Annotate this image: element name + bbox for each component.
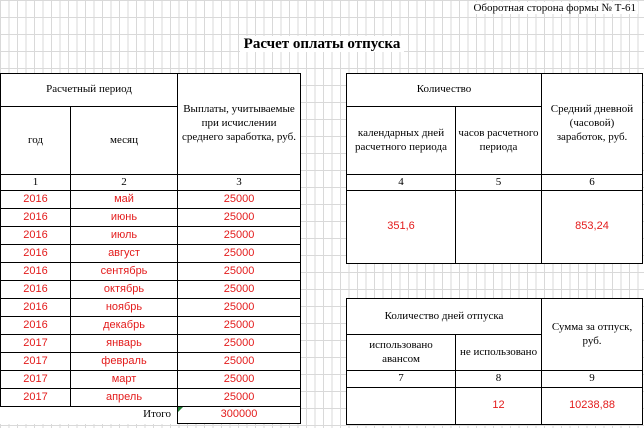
amount-cell: 25000: [178, 227, 301, 245]
month-cell: июнь: [71, 209, 178, 227]
month-cell: август: [71, 245, 178, 263]
col-number-5: 5: [456, 175, 542, 191]
hours-header: часов расчетного периода: [456, 107, 542, 175]
amount-cell: 25000: [178, 389, 301, 407]
used-advance-value: [347, 388, 456, 425]
hours-value: [456, 191, 542, 264]
used-advance-header: использовано авансом: [347, 335, 456, 371]
payments-header: Выплаты, учитываемые при исчислении среднего заработка, руб.: [178, 74, 301, 175]
month-cell: июль: [71, 227, 178, 245]
calendar-days-header: календарных дней расчетного периода: [347, 107, 456, 175]
vacation-sum-value: 10238,88: [542, 388, 643, 425]
not-used-value: 12: [456, 388, 542, 425]
table-row: [1, 317, 301, 335]
year-cell: 2016: [1, 281, 71, 299]
month-cell: февраль: [71, 353, 178, 371]
year-cell: 2016: [1, 317, 71, 335]
year-cell: 2016: [1, 299, 71, 317]
avg-earnings-value: 853,24: [542, 191, 643, 264]
calendar-days-value: 351,6: [347, 191, 456, 264]
col-number-2: 2: [71, 175, 178, 191]
table-row: [1, 227, 301, 245]
period-header: Расчетный период: [1, 74, 178, 107]
month-cell: ноябрь: [71, 299, 178, 317]
table-row: [1, 353, 301, 371]
col-number-1: 1: [1, 175, 71, 191]
amount-cell: 25000: [178, 299, 301, 317]
amount-cell: 25000: [178, 353, 301, 371]
amount-cell: 25000: [178, 245, 301, 263]
amount-cell: 25000: [178, 281, 301, 299]
table-row: [1, 245, 301, 263]
month-cell: март: [71, 371, 178, 389]
amount-cell: 25000: [178, 191, 301, 209]
page-title-text: Расчет оплаты отпуска: [240, 36, 405, 52]
year-cell: 2017: [1, 389, 71, 407]
table-row: [1, 209, 301, 227]
year-cell: 2016: [1, 245, 71, 263]
amount-cell: 25000: [178, 263, 301, 281]
page-title: [0, 36, 644, 53]
col-number-7: 7: [347, 371, 456, 388]
month-cell: январь: [71, 335, 178, 353]
month-cell: декабрь: [71, 317, 178, 335]
table-row: [1, 389, 301, 407]
month-cell: сентябрь: [71, 263, 178, 281]
year-cell: 2016: [1, 209, 71, 227]
col-number-6: 6: [542, 175, 643, 191]
year-cell: 2016: [1, 227, 71, 245]
year-cell: 2016: [1, 191, 71, 209]
table-row: [1, 191, 301, 209]
vacation-pay-table: [346, 298, 643, 425]
not-used-header: не использовано: [456, 335, 542, 371]
average-earnings-table: [346, 73, 643, 264]
table-row: [1, 263, 301, 281]
col-number-4: 4: [347, 175, 456, 191]
table-row: [1, 335, 301, 353]
form-number-note: Оборотная сторона формы № Т-61: [473, 2, 636, 14]
year-cell: 2017: [1, 335, 71, 353]
amount-cell: 25000: [178, 371, 301, 389]
amount-cell: 25000: [178, 335, 301, 353]
year-header: год: [1, 107, 71, 175]
year-cell: 2017: [1, 371, 71, 389]
amount-cell: 25000: [178, 209, 301, 227]
col-number-8: 8: [456, 371, 542, 388]
col-number-3: 3: [178, 175, 301, 191]
table-row: [1, 371, 301, 389]
avg-earnings-header: Средний дневной (часовой) заработок, руб.: [542, 74, 643, 175]
month-cell: октябрь: [71, 281, 178, 299]
quantity-header: Количество: [347, 74, 542, 107]
amount-cell: 25000: [178, 317, 301, 335]
payments-table: [0, 73, 301, 424]
month-cell: май: [71, 191, 178, 209]
vacation-days-header: Количество дней отпуска: [347, 299, 542, 335]
month-header: месяц: [71, 107, 178, 175]
year-cell: 2017: [1, 353, 71, 371]
total-value: 300000: [178, 407, 301, 424]
table-row: [1, 299, 301, 317]
month-cell: апрель: [71, 389, 178, 407]
col-number-9: 9: [542, 371, 643, 388]
vacation-sum-header: Сумма за отпуск, руб.: [542, 299, 643, 371]
table-row: [1, 281, 301, 299]
year-cell: 2016: [1, 263, 71, 281]
total-label: Итого: [1, 407, 178, 424]
